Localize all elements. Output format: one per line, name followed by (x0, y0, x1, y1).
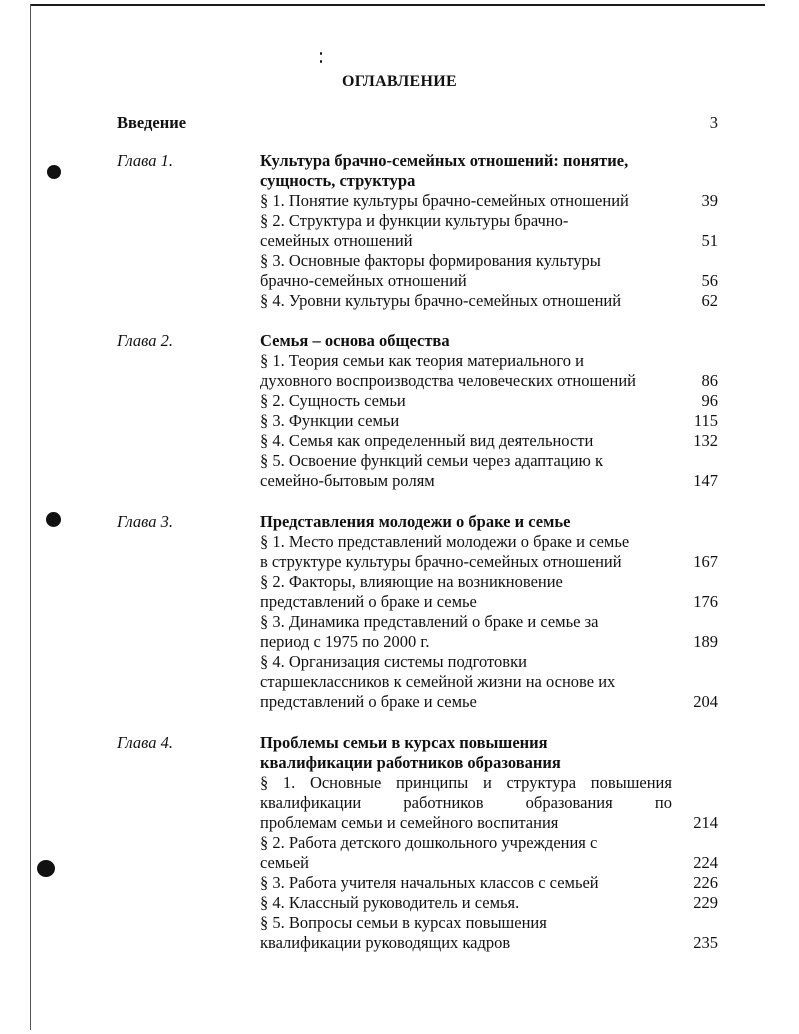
page-title: ОГЛАВЛЕНИЕ (342, 73, 457, 90)
toc-section-line: представлений о браке и семье (260, 592, 477, 611)
toc-chapter-title: сущность, структура (260, 171, 416, 190)
scan-speck (320, 60, 322, 63)
toc-section-line: брачно-семейных отношений (260, 271, 467, 290)
toc-word: по (654, 793, 672, 812)
toc-section-page: 235 (693, 933, 718, 952)
toc-chapter-title: Представления молодежи о браке и семье (260, 512, 571, 531)
toc-word: Основные (309, 773, 382, 792)
toc-section-line: § 2. Работа детского дошкольного учреждения с (260, 833, 598, 852)
toc-section-page: 147 (693, 471, 718, 490)
scan-speck (320, 52, 322, 55)
toc-section-page: 51 (701, 231, 718, 250)
toc-section-page: 56 (701, 271, 718, 290)
scan-border-left (30, 4, 31, 1030)
toc-intro-label: Введение (117, 113, 187, 132)
toc-section-page: 204 (693, 692, 718, 711)
toc-section-line: семейных отношений (260, 231, 413, 250)
toc-word: принципы (395, 773, 469, 792)
toc-section-page: 224 (693, 853, 718, 872)
toc-section-page: 229 (693, 893, 718, 912)
scan-speck (37, 860, 55, 877)
toc-section-line: § 1. Понятие культуры брачно-семейных отношений (260, 191, 629, 210)
scan-speck (46, 512, 61, 527)
toc-chapter-label: Глава 3. (117, 512, 173, 531)
toc-section-line: § 4. Классный руководитель и семья. (260, 893, 520, 912)
toc-word: структура (506, 773, 577, 792)
toc-word: § (260, 773, 269, 792)
toc-section-line: § 4. Организация системы подготовки (260, 652, 527, 671)
toc-section-line: семейно-бытовым ролям (260, 471, 435, 490)
toc-chapter-title: Проблемы семьи в курсах повышения (260, 733, 548, 752)
toc-section-line: § 5. Вопросы семьи в курсах повышения (260, 913, 547, 932)
scan-border-top (30, 4, 765, 6)
toc-section-line: § 1. Место представлений молодежи о браке и семье (260, 532, 630, 551)
toc-word: работников (403, 793, 484, 812)
toc-chapter-title: Культура брачно-семейных отношений: понятие, (260, 151, 629, 170)
toc-chapter-label: Глава 2. (117, 331, 173, 350)
toc-section-page: 167 (693, 552, 718, 571)
toc-intro-page: 3 (709, 113, 718, 132)
toc-chapter-title: квалификации работников образования (260, 753, 561, 772)
toc-section-page: 96 (701, 391, 718, 410)
toc-section-page: 189 (693, 632, 718, 651)
toc-chapter-title: Семья – основа общества (260, 331, 450, 350)
toc-section-line: § 3. Динамика представлений о браке и семье за (260, 612, 599, 631)
toc-section-line: § 3. Работа учителя начальных классов с семьей (260, 873, 599, 892)
toc-word: образования (525, 793, 613, 812)
toc-section-line: § 2. Факторы, влияющие на возникновение (260, 572, 563, 591)
toc-section-line: квалификации руководящих кадров (260, 933, 511, 952)
toc-section-page: 226 (693, 873, 718, 892)
toc-section-line: § 3. Основные факторы формирования культуры (260, 251, 601, 270)
scan-speck (47, 165, 61, 179)
toc-section-page: 62 (701, 291, 718, 310)
toc-chapter-label: Глава 1. (117, 151, 173, 170)
toc-chapter-label: Глава 4. (117, 733, 173, 752)
toc-section-line: период с 1975 по 2000 г. (260, 632, 430, 651)
toc-word: 1. (282, 773, 296, 792)
toc-section-line: § 5. Освоение функций семьи через адаптацию к (260, 451, 603, 470)
toc-section-page: 176 (693, 592, 718, 611)
toc-section-line: § 4. Уровни культуры брачно-семейных отношений (260, 291, 622, 310)
toc-section-page: 86 (701, 371, 718, 390)
toc-section-page: 115 (693, 411, 718, 430)
toc-section-line: § 2. Сущность семьи (260, 391, 406, 410)
toc-section-line: в структуре культуры брачно-семейных отношений (260, 552, 622, 571)
toc-section-page: 214 (693, 813, 718, 832)
toc-word: квалификации (260, 793, 362, 812)
toc-section-line: § 1. Теория семьи как теория материального и (260, 351, 584, 370)
toc-word: повышения (590, 773, 672, 792)
toc-section-line-justified (260, 773, 672, 793)
toc-section-line: семьей (260, 853, 309, 872)
toc-section-line (260, 773, 672, 793)
toc-section-line: § 2. Структура и функции культуры брачно- (260, 211, 569, 230)
toc-section-line (260, 793, 672, 813)
toc-section-line: старшеклассников к семейной жизни на основе их (260, 672, 616, 691)
toc-section-line: § 4. Семья как определенный вид деятельности (260, 431, 594, 450)
toc-section-line: § 3. Функции семьи (260, 411, 400, 430)
toc-section-line: проблемам семьи и семейного воспитания (260, 813, 559, 832)
toc-section-line: духовного воспроизводства человеческих отношений (260, 371, 636, 390)
toc-word: и (482, 773, 492, 792)
toc-section-line: представлений о браке и семье (260, 692, 477, 711)
toc-section-page: 39 (701, 191, 718, 210)
toc-section-page: 132 (693, 431, 718, 450)
toc-section-line-justified (260, 793, 672, 813)
